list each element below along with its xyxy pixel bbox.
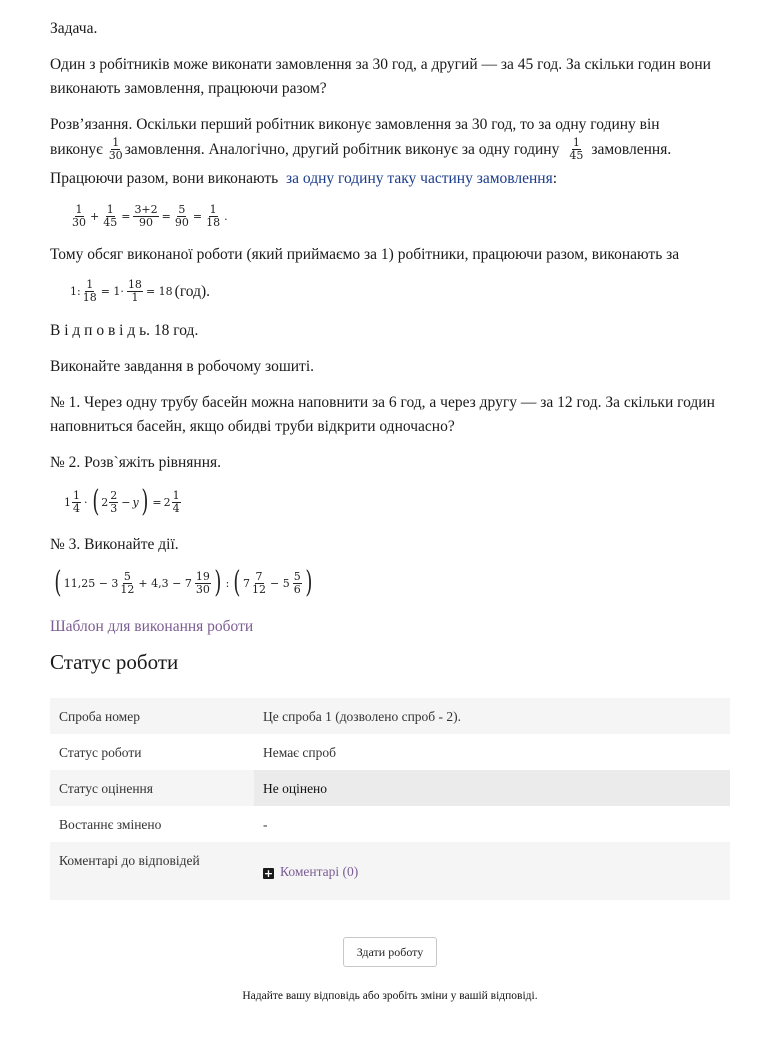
row-label: Статус роботи [59,745,142,760]
solution-text-b: замовлення. Аналогічно, другий робітник виконує за одну годину [124,140,560,158]
exercise-2: № 2. Розв`яжіть рівняння. [50,454,222,471]
expand-plus-icon[interactable]: + [263,867,274,880]
hours-suffix: (год). [174,282,211,300]
table-row [50,734,730,770]
row-label: Коментарі до відповідей [59,853,200,868]
exercise-1: № 1. Через одну трубу басейн можна наповнити за 6 год, а через другу — за 12 год. За скільки годин наповниться басейн, якщо обидві труби відкрити одночасно? [50,394,715,435]
equation-2: 1 $\frac{1}{4}$ · ( 2 $\frac{2}{3}$ − y ) = 2 $\frac{1}{4}$ [64,484,180,519]
expression-3: ( 11,25 − 3 $\frac{5}{12}$ + 4,3 − 7 $\frac{19}{30}$ ) : ( 7 $\frac{7}{12}$ − 5 $\frac{5}{6}$ ) [54,565,313,600]
solution-text-a-end: виконує [50,140,107,158]
homework-intro: Виконайте завдання в робочому зошиті. [50,358,314,375]
division-formula: 1: $\frac{1}{18}$ = 1· $\frac{18}{1}$ = 18 (год). [70,278,211,304]
solution-line-4: Тому обсяг виконаної роботи (який приймаємо за 1) робітники, працюючи разом, виконають за [50,246,680,263]
table-row [50,806,730,842]
footer-note: Надайте вашу відповідь або зробіть зміни у вашій відповіді. [242,990,538,1002]
submit-button[interactable]: Здати роботу [343,937,437,967]
solution-line-3: Працюючи разом, вони виконають за одну годину таку частину замовлення: [50,170,558,187]
comments-cell [254,842,730,900]
task-text: Один з робітників може виконати замовлення за 30 год, а другий — за 45 год. За скільки годин вони виконають замовлення, працюючи разом? [50,56,711,97]
row-value: Немає спроб [263,745,336,760]
row-label: Востаннє змінено [59,817,162,832]
table-row [50,842,730,900]
row-value: - [263,817,268,832]
row-value: Це спроба 1 (дозволено спроб - 2). [263,709,462,724]
solution-text-a: Розв’язання. Оскільки перший робітник виконує замовлення за 30 год, то за одну годину він [50,116,660,133]
table-row [50,770,730,806]
comments-link[interactable]: Коментарі (0) [280,864,359,879]
solution-line-2 [50,137,740,162]
solution-paragraph [50,113,740,137]
answer: В і д п о в і д ь. 18 год. [50,322,199,339]
row-label: Статус оцінення [59,781,153,796]
status-table [50,698,730,900]
table-row [50,698,730,734]
fraction-1-30: $\frac{1}{30}$ [108,136,123,162]
task-heading: Задача. [50,20,98,37]
fraction-1-45: $\frac{1}{45}$ [569,136,584,162]
sum-formula: $\frac{1}{30}$ + $\frac{1}{45}$ = $\frac{3+2}{90}$ = $\frac{5}{90}$ = $\frac{1}{18}$ . [72,203,228,229]
grading-status-value: Не оцінено [254,770,730,806]
exercise-3: № 3. Виконайте дії. [50,536,179,553]
part-of-order-link[interactable]: за одну годину таку частину замовлення [286,170,553,187]
status-title: Статус роботи [50,650,179,674]
row-label: Спроба номер [59,709,140,724]
template-link[interactable]: Шаблон для виконання роботи [50,618,254,635]
solution-text-c: замовлення. [591,140,672,158]
